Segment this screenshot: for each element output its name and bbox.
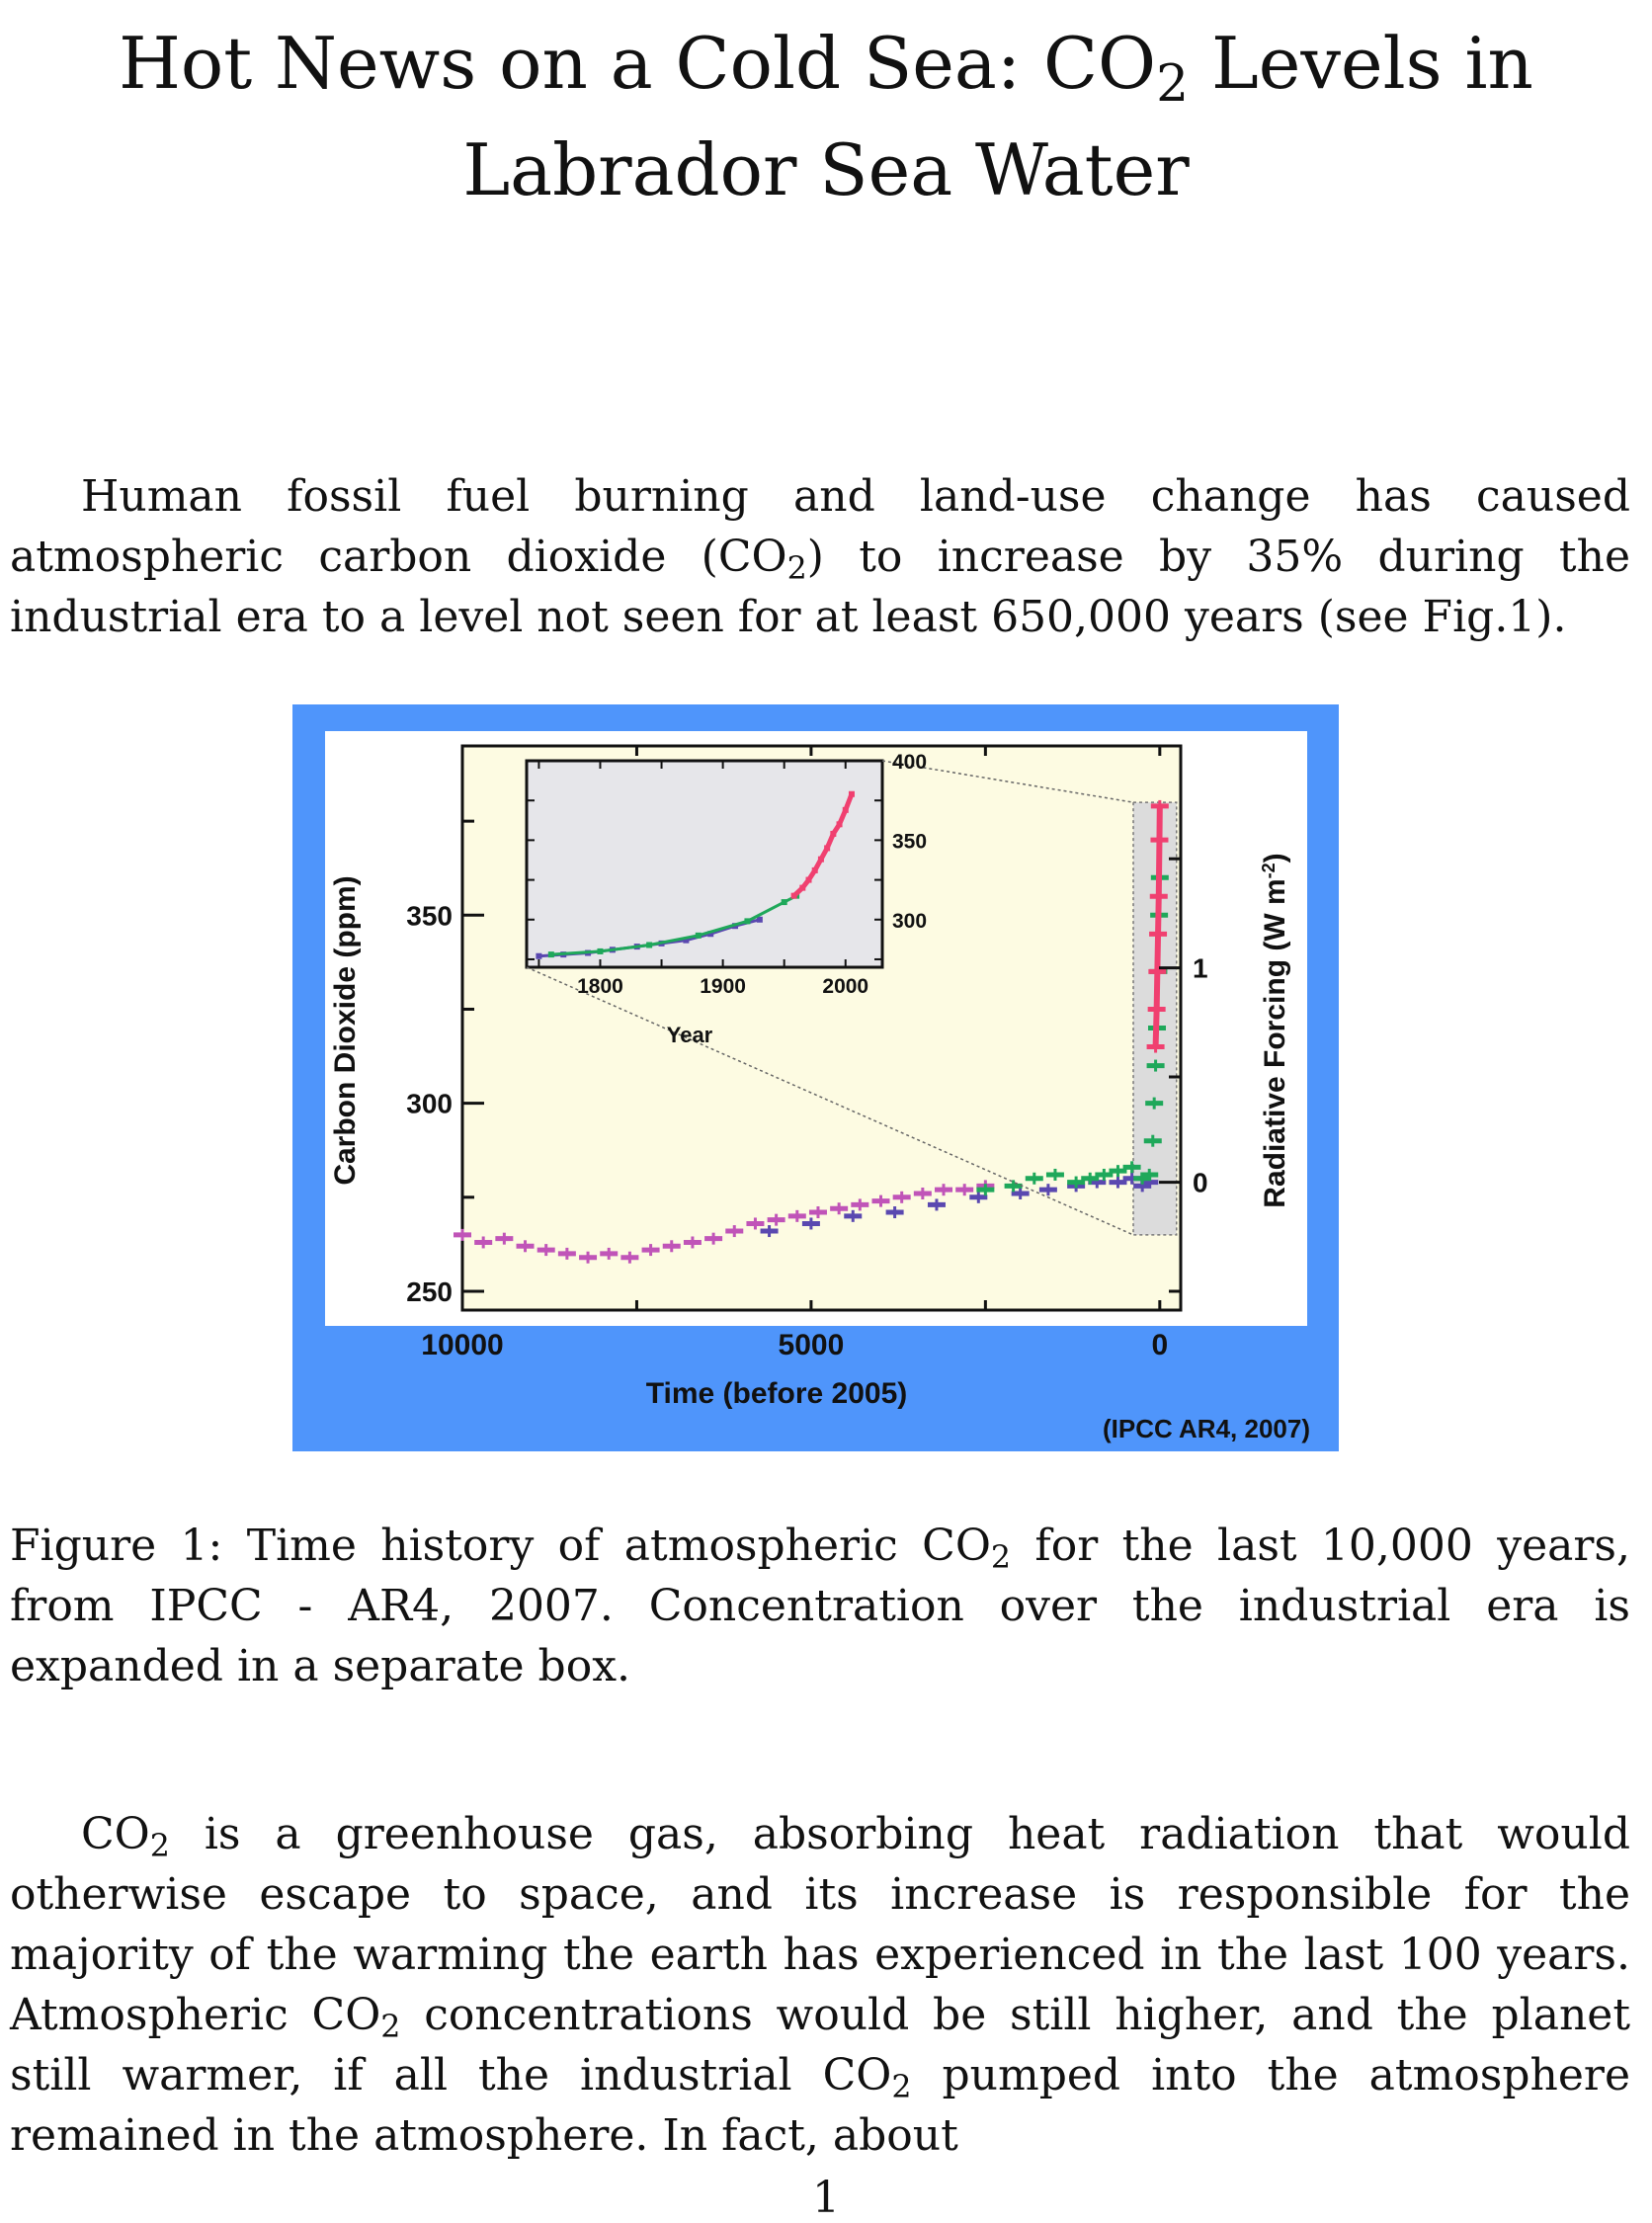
y-tick-label: 250 <box>406 1276 453 1307</box>
inset-series-2-point <box>812 867 818 873</box>
y-tick-label: 300 <box>406 1088 453 1119</box>
x-axis-label: Time (before 2005) <box>645 1377 908 1410</box>
inset-series-2-point <box>799 885 805 891</box>
source-label: (IPCC AR4, 2007) <box>1103 1414 1310 1443</box>
x-tick-label: 5000 <box>778 1329 845 1361</box>
page-number: 1 <box>812 2173 840 2223</box>
inset-series-1-point <box>744 918 750 924</box>
y2-axis-label: Radiative Forcing (W $m^{-2}$) <box>1259 853 1291 1208</box>
inset-series-2-point <box>818 857 824 863</box>
inset-series-2-point <box>843 807 849 813</box>
figure-1 <box>292 704 1339 1451</box>
inset-series-0-point <box>536 953 541 959</box>
y-tick-label: 350 <box>406 900 453 932</box>
inset-series-1-point <box>548 951 554 957</box>
figure-caption: Figure 1: Time history of atmospheric $CO_2$ for the last 10,000 years, from IPCC - AR4, 2007. Concentration over the industrial era is expanded in a separate box. <box>10 1521 1630 1691</box>
inset-series-2-point <box>806 877 812 883</box>
co2-chart <box>292 704 1339 1451</box>
y2-tick-label: 0 <box>1193 1167 1208 1198</box>
inset-y-tick-label: 300 <box>892 909 928 933</box>
inset-x-tick-label: 2000 <box>822 975 869 998</box>
y2-tick-label: 1 <box>1193 952 1208 984</box>
inset-series-2-point <box>849 791 855 797</box>
inset-series-1-point <box>696 933 702 939</box>
inset-y-tick-label: 350 <box>892 830 928 854</box>
inset-series-2-point <box>830 831 836 837</box>
paragraph-intro: Human fossil fuel burning and land-use change has caused atmospheric carbon dioxide $(CO_2)$ to increase by 35% during the industrial era to a level not seen for at least 650,000 years (see Fig.1). <box>10 471 1630 642</box>
inset-x-tick-label: 1800 <box>577 975 623 998</box>
inset-series-1-point <box>646 942 652 947</box>
document-title: Hot News on a Cold Sea: $CO_2$ Levels in Labrador Sea Water <box>119 22 1533 211</box>
inset-y-tick-label: 400 <box>892 751 928 774</box>
inset-x-axis-label: Year <box>666 1023 713 1047</box>
inset-series-2-point <box>824 845 830 851</box>
paragraph-greenhouse: $CO_2$ is a greenhouse gas, absorbing heat radiation that would otherwise escape to space, and its increase is responsible for the majority of the warming the earth has experienced in the last 100 years. Atmospheric $CO_2$ concentrations would be still higher, and the planet still warmer, if all the industrial $CO_2$ pumped into the atmosphere remained in the atmosphere. In fact, about <box>10 1809 1630 2161</box>
inset-series-2-point <box>837 821 843 827</box>
y-axis-label: Carbon Dioxide (ppm) <box>329 875 362 1186</box>
inset-series-2-point <box>791 893 797 899</box>
x-tick-label: 0 <box>1151 1329 1169 1361</box>
inset-series-1-point <box>597 948 603 954</box>
inset-x-tick-label: 1900 <box>700 975 746 998</box>
inset-series-1-point <box>782 899 787 905</box>
x-tick-label: 10000 <box>421 1329 504 1361</box>
